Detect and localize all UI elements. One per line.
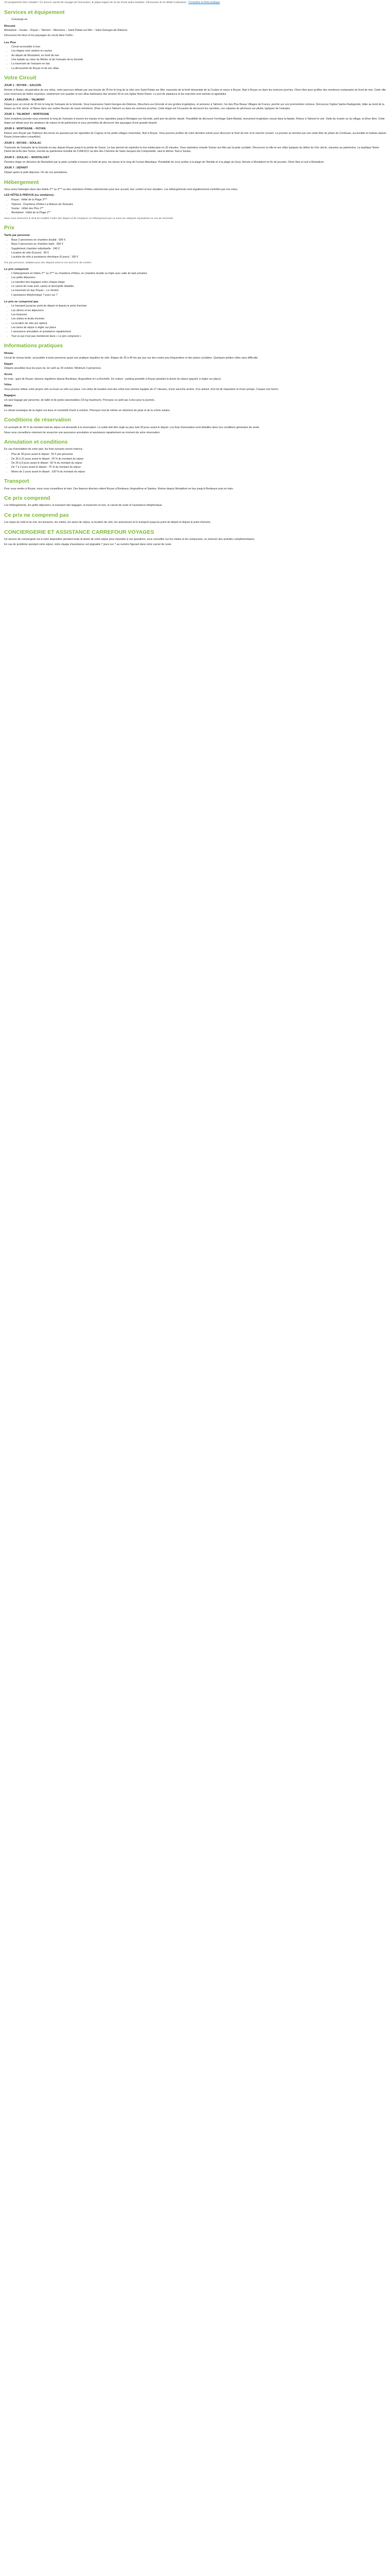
annulation-title: Annulation et conditions xyxy=(4,439,68,446)
depart-text: Départs possibles tous les jours du 1er avril au 30 octobre. Minimum 2 personnes. xyxy=(4,367,102,370)
inclus-item: • La traversée en bac Royan – Le Verdon xyxy=(11,289,387,293)
day-label: JOUR 2 : SAUJON – TALMONT xyxy=(4,98,45,102)
conciergerie-text-2: En cas de problème pendant votre séjour, notre équipe d'assistance est joignable 7 jours sur 7 au numéro figurant dans votre carnet de route. xyxy=(4,543,172,546)
exclus-item: • La location de vélo (en option) xyxy=(11,322,387,326)
prix-list xyxy=(4,239,387,260)
prix-row: • Location de vélo à assistance électrique (6 jours) : 180 € xyxy=(11,256,387,260)
services-title: Services et équipement xyxy=(4,9,65,15)
resume-places: Montalivet – Soulac – Royan – Talmont – Meschers – Saint-Palais-sur-Mer – Saint-Georges-de-Didonne xyxy=(4,29,127,32)
plus-list xyxy=(4,45,387,71)
day-label: JOUR 3 : TALMONT – MORTAGNE xyxy=(4,113,50,116)
exclus-item: • Les dîners et les déjeuners xyxy=(11,309,387,313)
acces-title: Accès xyxy=(4,372,12,376)
inclus-item: • Les petits déjeuners xyxy=(11,276,387,280)
intro xyxy=(4,0,387,5)
conditions-title: Conditions de réservation xyxy=(4,417,71,423)
nepas-text: Les repas du midi et du soir, les boissons, les visites, les taxes de séjour, la location de vélo, les assurances et le transport jusqu'au point de départ et depuis le point d'arrivée. xyxy=(4,521,211,524)
plus-item: • Les étapes sont variées et courtes xyxy=(11,49,387,54)
prix-row: • Base 3 personnes en chambre triple : 650 € xyxy=(11,243,387,247)
day-label: JOUR 7 : DÉPART xyxy=(4,166,28,170)
infos-title: Informations pratiques xyxy=(4,343,63,349)
conciergerie-text-1: Un service de conciergerie est à votre disposition pendant toute la durée de votre séjour pour répondre à vos questions, vous conseiller sur les visites et les restaurants, ou réserver des activités complémentaires. xyxy=(4,537,255,541)
conditions-text-1: Un acompte de 30 % du montant total du séjour est demandé à la réservation. Le solde doit être réglé au plus tard 30 jours avant le départ. Les frais d'annulation sont détaillés dans nos conditions générales de vente. xyxy=(4,426,260,429)
annulation-text: En cas d'annulation de votre part, les frais suivants seront retenus : xyxy=(4,448,84,451)
resume-title: Résumé xyxy=(4,25,15,28)
inclus-item: • Le transfert des bagages entre chaque étape xyxy=(11,281,387,285)
pratique-text: Les hébergements, les petits déjeuners, le transport des bagages, la traversée en bac, le carnet de route et l'assistance téléphonique. xyxy=(4,504,163,507)
prix-row: • Base 2 personnes en chambre double : 695 € xyxy=(11,239,387,243)
conciergerie-title: CONCIERGERIE ET ASSISTANCE CARREFOUR VOYAGES xyxy=(4,529,154,535)
bagages-title: Bagages xyxy=(4,394,16,397)
services-item: • Concierge·ne xyxy=(11,18,387,22)
conditions-text-2: Nous vous conseillons vivement de souscrire une assurance annulation et assistance rapatriement au moment de votre réservation. xyxy=(4,431,160,434)
day-label: JOUR 5 : ROYAN – SOULAC xyxy=(4,142,41,145)
day-label: JOUR 1 : ROYAN – SAUJON xyxy=(4,84,41,88)
velo-title: Vélos xyxy=(4,383,12,387)
inclus-title: Le prix comprend xyxy=(4,267,28,271)
niveau-title: Niveau xyxy=(4,352,13,355)
day-text: Arrivée à Royan, récupération de vos vélos, votre parcours débute par une boucle de 25 km le long de la côte vers Saint-Palais-sur-Mer, traversée de la forêt domaniale de la Coubre et retour à Royan. Nuit à Royan ou dans les environs proches. Dîner libre pour profiter des nombreux restaurants du front de mer. Cette ville vous réservera de belles surprises, notamment son quartier et ses villas balnéaires des années 50 et son église Notre-Dame. Le port de plaisance et les marchés sont animés et agréables. xyxy=(4,89,386,96)
exclus-item: • L'assurance annulation et assistance rapatriement xyxy=(11,330,387,334)
annulation-item: • Plus de 30 jours avant le départ : 50 € par personne xyxy=(11,453,387,457)
prix-note: Prix par personne, valables pour des départs entre le 1er avril et le 30 octobre. xyxy=(4,261,92,264)
day-text: Dernière étape en direction de Montalivet par la piste cyclable à travers la forêt de pins, les dunes et le long de l'océan Atlantique. Possibilité de vous arrêter à la plage de l'Amélie et à la plage du Gurp. Arrivée à Montalivet en fin de journée. Dîner libre et nuit à Montalivet. xyxy=(4,160,324,164)
prix-row: • Supplément chambre individuelle : 240 € xyxy=(11,247,387,251)
intro-text: Un programme très complet ! Ce sera le carnet de voyage (et l'excursion, le pique-nique) de la vie d'une autre manière. Découvrez-le en détail ci-dessous : xyxy=(4,1,188,4)
voyage-days xyxy=(4,84,387,175)
day-text: Départ après le petit déjeuner. Fin de nos prestations. xyxy=(4,171,68,175)
plus-item: • Une balade au cœur du Médoc et de l'estuaire de la Gironde xyxy=(11,58,387,62)
day-label: JOUR 4 : MORTAGNE – ROYAN xyxy=(4,127,46,131)
exclus-item: • Les visites et droits d'entrée xyxy=(11,317,387,321)
exclus-item: • Tout ce qui n'est pas mentionné dans « Le prix comprend » xyxy=(11,335,387,339)
annulation-item: • De 30 à 21 jours avant le départ : 25 % du montant du séjour xyxy=(11,457,387,462)
exclus-list xyxy=(4,304,387,338)
intro-link[interactable]: Consultez la fiche pratique xyxy=(188,1,220,4)
annulation-item: • De 20 à 8 jours avant le départ : 50 % du montant du séjour xyxy=(11,462,387,466)
plus-item: • La découverte de Royan et de ses villas xyxy=(11,67,387,71)
transport-text: Pour vous rendre à Royan, nous vous conseillons le train. Des liaisons directes relient Royan à Bordeaux, Angoulême et Saintes. Retour depuis Montalivet en bus jusqu'à Bordeaux puis en train. xyxy=(4,487,234,490)
resume-route-intro: Découvrez les lieux et les paysages du circuit dans l'ordre : xyxy=(4,34,74,38)
annulation-list xyxy=(4,453,387,474)
day-text: Votre troisième journée vous emmène le long de l'estuaire à travers les marais et les vignobles jusqu'à Mortagne-sur-Gironde, petit port de pêche réputé. Possibilité de découvrir l'ermitage Saint-Martial, monument troglodyte creusé dans la falaise. Retour à Talmont le soir. Visite du musée ou du village, et dîner libre. Cette étape est idéale pour les amateurs de nature et de patrimoine et vous permettra de découvrir des paysages d'une grande beauté. xyxy=(4,117,385,125)
plus-item: • Circuit accessible à tous xyxy=(11,45,387,49)
exclus-item: • Le transport jusqu'au point de départ et depuis le point d'arrivée xyxy=(11,304,387,309)
transport-title: Transport xyxy=(4,478,29,485)
bagages-text: Un seul bagage par personne, de taille et de poids raisonnables (15 kg maximum). Prévoyez un petit sac à dos pour la journée. xyxy=(4,398,155,402)
meteo-title: Météo xyxy=(4,404,12,408)
prix-table-title: Tarifs par personne xyxy=(4,234,30,238)
plus-item: • La traversée de l'estuaire en bac xyxy=(11,62,387,66)
meteo-text: Le climat océanique de la région est doux et ensoleillé d'avril à octobre. Prévoyez tout de même un vêtement de pluie et de la crème solaire. xyxy=(4,409,171,412)
page xyxy=(0,0,391,547)
day-text: Retour vers Royan par l'intérieur des terres en passant par les vignobles du Cognac et les petits villages charentais. Nuit à Royan. Vous pourrez profiter de votre dernière soirée pour découvrir le front de mer et le marché couvert. La journée se termine par une visite libre du phare de Cordouan, accessible en bateau depuis Royan (réservation conseillée). xyxy=(4,131,386,139)
day-label: JOUR 6 : SOULAC – MONTALIVET xyxy=(4,156,50,159)
hotels-list xyxy=(4,198,387,215)
hotel-item: • Soulac : Hôtel des Pins 2** xyxy=(11,207,387,211)
hotel-item: • Montalivet : Hôtel de la Plage 2** xyxy=(11,211,387,215)
prix-title: Prix xyxy=(4,224,14,231)
velo-text: Vous pouvez utiliser votre propre vélo ou louer un vélo sur place. Les vélos de location sont des vélos tout chemin équipés de 27 vitesses, d'une sacoche arrière, d'un antivol, d'un kit de réparation et d'une pompe. Casque non fourni. xyxy=(4,388,279,392)
exclus-item: • Les taxes de séjour à régler sur place xyxy=(11,326,387,330)
plus-item: • Au départ de Montalivet, en bord de mer xyxy=(11,54,387,58)
hebergement-title: Hébergement xyxy=(4,179,39,185)
hotel-item: • Royan : Hôtel de la Plage 3*** xyxy=(11,198,387,202)
exclus-title: Le prix ne comprend pas xyxy=(4,300,39,304)
niveau-text: Circuit de niveau facile, accessible à toute personne ayant une pratique régulière du vélo. Étapes de 25 à 45 km par jour sur des routes peu fréquentées et des pistes cyclables. Quelques petites côtes sans difficulté. xyxy=(4,357,258,360)
day-text: Départ pour un circuit de 30 km le long de l'estuaire de la Gironde. Vous traverserez Saint-Georges-de-Didonne, Meschers-sur-Gironde et ses grottes troglodytes, et arriverez à Talmont, l'un des Plus Beaux Villages de France, perché sur son promontoire rocheux. Découvrez l'église Sainte-Radegonde, bâtie au bord de la falaise au XIIe siècle, et flânez dans ses ruelles fleuries de roses trémières. Dîner et nuit à Talmont ou dans les environs proches. Cette étape est l'occasion de découvrir les carrelets, ces cabanes de pêcheurs sur pilotis, typiques de l'estuaire. xyxy=(4,103,384,110)
hebergement-list-title: LES HÔTELS PRÉVUS (ou similaires) : xyxy=(4,194,55,197)
inclus-item: • L'assistance téléphonique 7 jours sur 7 xyxy=(11,294,387,298)
pratique-title: Ce prix comprend xyxy=(4,495,51,502)
annulation-item: • De 7 à 2 jours avant le départ : 75 % du montant du séjour xyxy=(11,466,387,470)
acces-text: En train : gare de Royan, liaisons régulières depuis Bordeaux, Angoulême et La Rochelle. En voiture : parking possible à Royan pendant la durée du séjour (payant, à régler sur place). xyxy=(4,377,222,381)
inclus-item: • Le carnet de route avec cartes et descriptifs détaillés xyxy=(11,285,387,289)
inclus-item: • L'hébergement en hôtels 2** ou 3*** ou chambres d'hôtes, en chambre double ou triple avec salle de bain privative xyxy=(11,272,387,276)
inclus-list xyxy=(4,272,387,297)
plus-title: Les Plus xyxy=(4,41,17,44)
annulation-item: • Moins de 2 jours avant le départ : 100 % du montant du séjour xyxy=(11,470,387,474)
voyage-title: Votre Circuit xyxy=(4,75,37,81)
prix-row: • Location de vélo (6 jours) : 90 € xyxy=(11,251,387,256)
hebergement-note: Nous nous réservons le droit de modifier l'ordre des étapes et de remplacer un hébergement par un autre de catégorie équivalente en cas de nécessité. xyxy=(4,217,174,220)
nepas-title: Ce prix ne comprend pas xyxy=(4,512,69,518)
depart-title: Départ xyxy=(4,362,13,366)
hotel-item: • Talmont : Chambres d'hôtes La Maison de l'Estuaire xyxy=(11,203,387,207)
services-list xyxy=(4,18,387,22)
exclus-item: • Les boissons xyxy=(11,313,387,317)
hebergement-intro: Vous serez hébergés dans des hôtels 2** ou 3*** ou des chambres d'hôtes sélectionnés pour leur accueil, leur confort et leur situation. Les hébergements sont régulièrement contrôlés par nos soins. xyxy=(4,188,238,191)
day-text: Traversée de l'estuaire de la Gironde en bac depuis Royan jusqu'à la pointe de Grave. Le bac permet de rejoindre la rive médocaine en 20 minutes. Vous rejoindrez ensuite Soulac-sur-Mer par la piste cyclable. Découvrez la ville et ses villas typiques du début du XXe siècle, classées au patrimoine. La basilique Notre-Dame-de-la-fin-des-Terres, inscrite au patrimoine mondial de l'UNESCO au titre des Chemins de Saint-Jacques-de-Compostelle, vaut le détour. Nuit à Soulac. xyxy=(4,146,380,154)
